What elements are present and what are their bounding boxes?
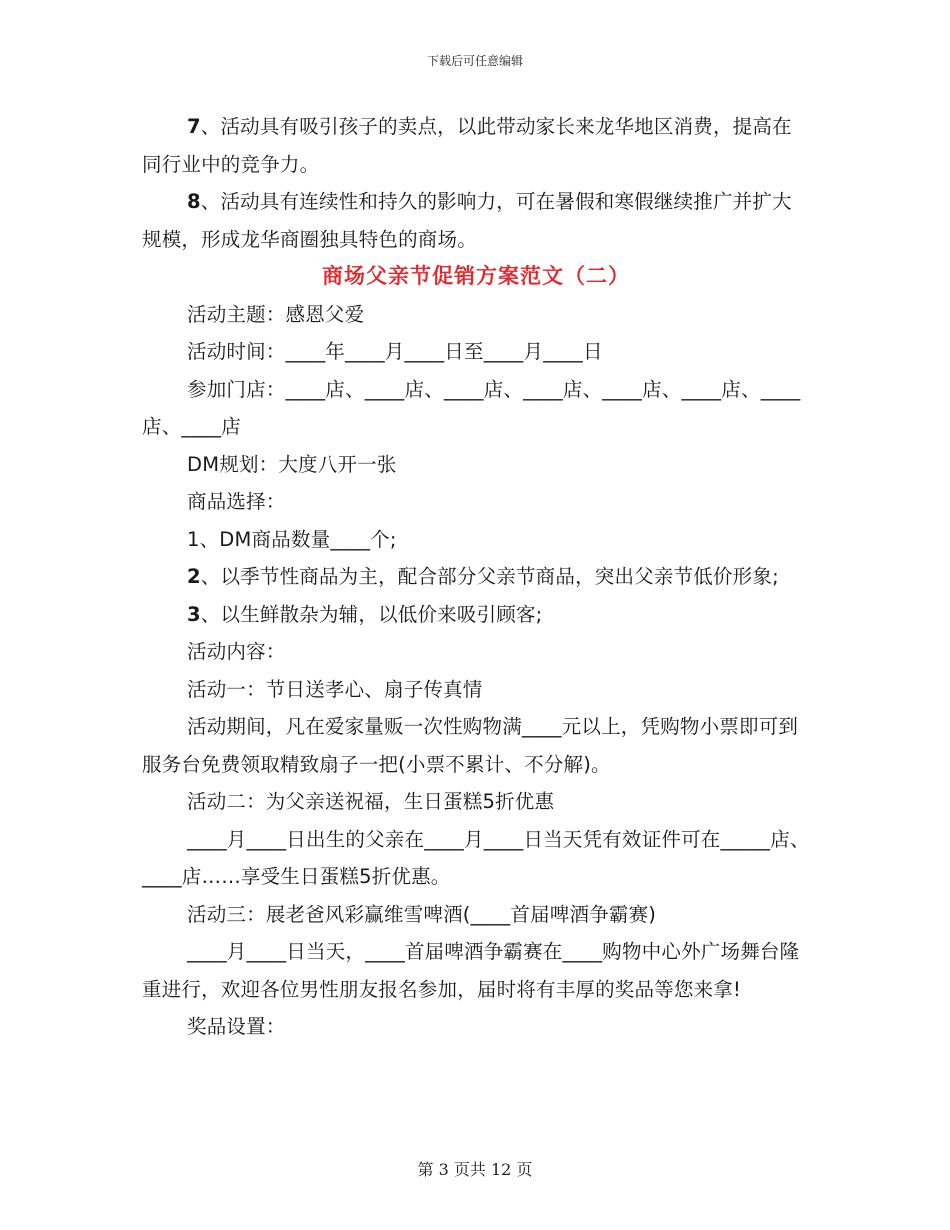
item-text: 、DM商品数量____个; [199,527,397,551]
prize-setting-heading: 奖品设置： [187,1015,286,1038]
activity-time: 活动时间：____年____月____日至____月____日 [187,340,603,363]
activity-3-title: 活动三：展老爸风彩赢维雪啤酒(____首届啤酒争霸赛) [187,902,657,926]
point-number: 7 [187,115,201,138]
item-number: 3 [187,602,201,626]
product-item-3 [142,596,810,634]
dm-plan: DM规划：大度八开一张 [187,452,397,476]
paragraph-point-8 [142,183,810,258]
activity-2-body: ____月____日出生的父亲在____月____日当天凭有效证件可在_____店、____店……享受生日蛋糕5折优惠。 [142,827,810,888]
document-body [142,108,810,1046]
product-item-2 [142,558,810,596]
product-item-1 [142,521,810,559]
item-number: 1 [187,527,200,551]
activity-1-body: 活动期间，凡在爱家量贩一次性购物满____元以上，凭购物小票即可到服务台免费领取精致扇子一把(小票不累计、不分解)。 [142,715,799,776]
section-title: 商场父亲节促销方案范文（二） [322,264,630,288]
activity-1-title: 活动一：节日送孝心、扇子传真情 [187,677,483,701]
item-number: 2 [187,565,201,588]
point-text: 、活动具有连续性和持久的影响力，可在暑假和寒假继续推广并扩大规模，形成龙华商圈独具特色的商场。 [142,190,792,251]
page-footer: 第 3 页共 12 页 [417,1160,533,1179]
product-selection-heading: 商品选择： [187,490,286,513]
activity-3-body: ____月____日当天，____首届啤酒争霸赛在____购物中心外广场舞台隆重进行，欢迎各位男性朋友报名参加，届时将有丰厚的奖品等您来拿! [142,940,800,1001]
item-text: 、以生鲜散杂为辅，以低价来吸引顾客; [200,602,543,626]
activity-theme: 活动主题：感恩父爱 [187,302,365,326]
page-header: 下载后可任意编辑 [426,54,523,68]
activity-2-title: 活动二：为父亲送祝福，生日蛋糕5折优惠 [187,790,555,813]
participating-stores: 参加门店：____店、____店、____店、____店、____店、____店、____店、____店 [142,377,801,438]
paragraph-point-7 [142,108,810,183]
activity-content-heading: 活动内容： [187,640,286,663]
point-text: 、活动具有吸引孩子的卖点，以此带动家长来龙华地区消费，提高在同行业中的竞争力。 [142,115,792,176]
point-number: 8 [187,190,201,213]
item-text: 、以季节性商品为主，配合部分父亲节商品，突出父亲节低价形象; [200,565,779,588]
